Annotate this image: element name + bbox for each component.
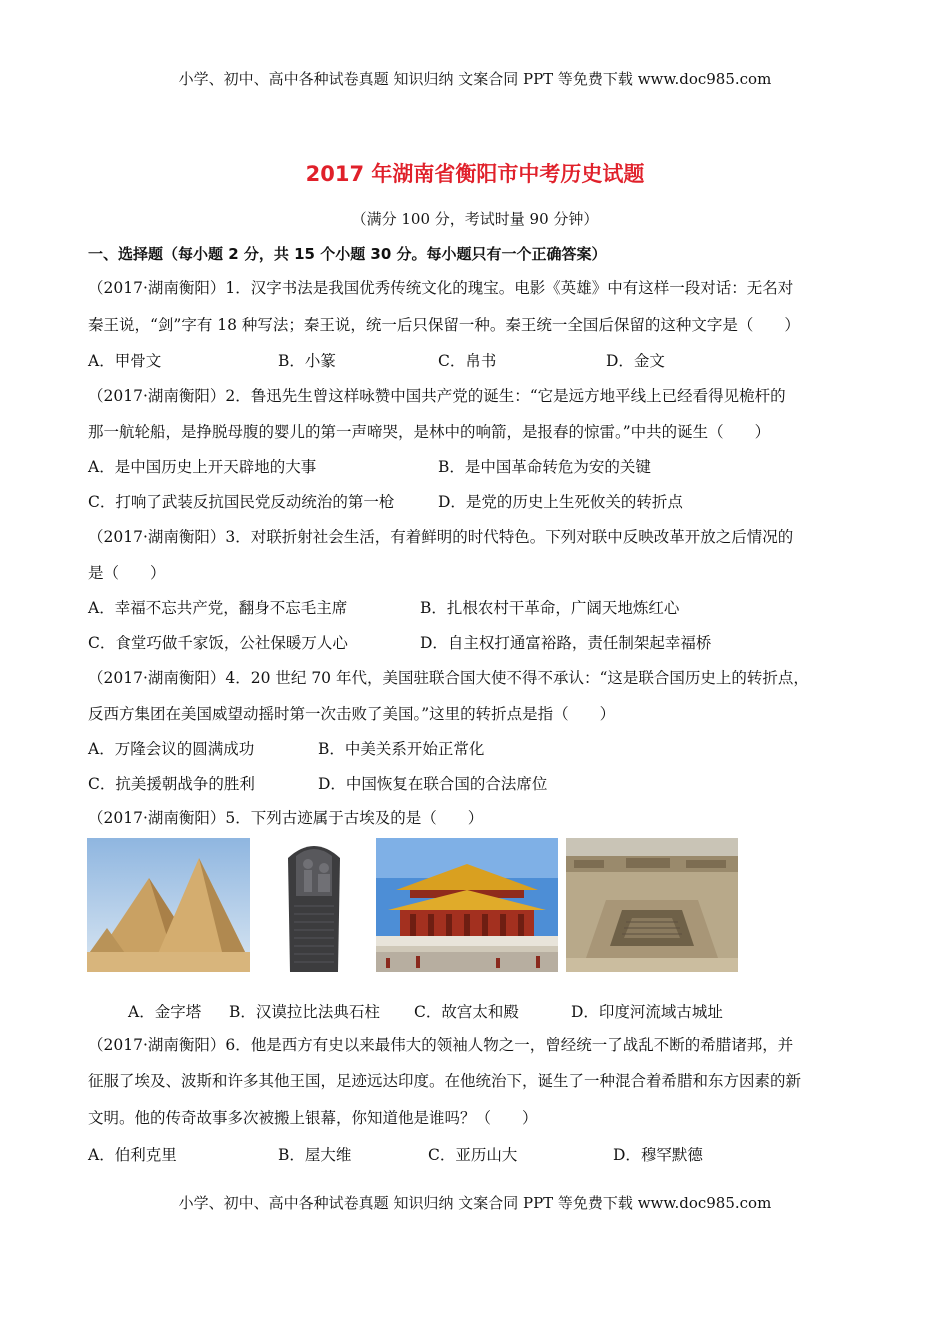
q5-option-b: B．汉谟拉比法典石柱 — [229, 1003, 380, 1021]
q6-line-3: 文明。他的传奇故事多次被搬上银幕，你知道他是谁吗？（ ） — [88, 1109, 538, 1127]
q4-option-c: C．抗美援朝战争的胜利 — [88, 775, 255, 793]
q5-option-c: C．故宫太和殿 — [414, 1003, 519, 1021]
q2-option-d: D．是党的历史上生死攸关的转折点 — [438, 493, 683, 511]
q4-line-2: 反西方集团在美国威望动摇时第一次击败了美国。”这里的转折点是指（ ） — [88, 705, 616, 723]
hammurabi-stele-image — [274, 838, 354, 972]
q4-option-d: D．中国恢复在联合国的合法席位 — [318, 775, 548, 793]
page-header: 小学、初中、高中各种试卷真题 知识归纳 文案合同 PPT 等免费下载 www.doc985.com — [178, 70, 772, 88]
q6-option-b: B．屋大维 — [278, 1146, 352, 1164]
indus-ruins-image — [566, 838, 738, 972]
taihe-hall-image — [376, 838, 558, 972]
q5-line-1: （2017·湖南衡阳）5．下列古迹属于古埃及的是（ ） — [88, 809, 484, 827]
q3-option-b: B．扎根农村干革命，广阔天地炼红心 — [420, 599, 680, 617]
q1-line-2: 秦王说，“剑”字有 18 种写法；秦王说，统一后只保留一种。秦王统一全国后保留的这种文字是（ ） — [88, 316, 800, 334]
q6-option-c: C．亚历山大 — [428, 1146, 518, 1164]
q1-option-a: A．甲骨文 — [88, 352, 162, 370]
q2-option-c: C．打响了武装反抗国民党反动统治的第一枪 — [88, 493, 395, 511]
q2-option-b: B．是中国革命转危为安的关键 — [438, 458, 651, 476]
q5-option-a: A．金字塔 — [128, 1003, 202, 1021]
q6-option-d: D．穆罕默德 — [613, 1146, 703, 1164]
q4-option-b: B．中美关系开始正常化 — [318, 740, 485, 758]
q3-option-a: A．幸福不忘共产党，翻身不忘毛主席 — [88, 599, 348, 617]
q3-line-2: 是（ ） — [88, 564, 166, 582]
exam-info: （满分 100 分，考试时量 90 分钟） — [351, 210, 599, 228]
q2-line-2: 那一航轮船，是挣脱母腹的婴儿的第一声啼哭，是林中的响箭，是报春的惊雷。”中共的诞生（ ） — [88, 423, 771, 441]
q3-option-c: C．食堂巧做千家饭，公社保暖万人心 — [88, 634, 348, 652]
q2-line-1: （2017·湖南衡阳）2．鲁迅先生曾这样咏赞中国共产党的诞生：“它是远方地平线上已经看得见桅杆的 — [88, 387, 786, 405]
pyramids-image — [87, 838, 250, 972]
q1-option-c: C．帛书 — [438, 352, 497, 370]
q3-line-1: （2017·湖南衡阳）3．对联折射社会生活，有着鲜明的时代特色。下列对联中反映改革开放之后情况的 — [88, 528, 794, 546]
q1-option-b: B．小篆 — [278, 352, 336, 370]
q6-line-2: 征服了埃及、波斯和许多其他王国，足迹远达印度。在他统治下，诞生了一种混合着希腊和东方因素的新 — [88, 1072, 802, 1090]
page-title: 2017 年湖南省衡阳市中考历史试题 — [305, 162, 645, 186]
page-footer: 小学、初中、高中各种试卷真题 知识归纳 文案合同 PPT 等免费下载 www.doc985.com — [178, 1194, 772, 1212]
q1-option-d: D．金文 — [606, 352, 665, 370]
section-heading: 一、选择题（每小题 2 分，共 15 个小题 30 分。每小题只有一个正确答案） — [88, 245, 607, 263]
q6-line-1: （2017·湖南衡阳）6．他是西方有史以来最伟大的领袖人物之一，曾经统一了战乱不断的希腊诸邦，并 — [88, 1036, 794, 1054]
q6-option-a: A．伯利克里 — [88, 1146, 177, 1164]
q5-option-d: D．印度河流域古城址 — [571, 1003, 723, 1021]
q3-option-d: D．自主权打通富裕路，责任制架起幸福桥 — [420, 634, 712, 652]
q4-option-a: A．万隆会议的圆满成功 — [88, 740, 255, 758]
q1-line-1: （2017·湖南衡阳）1．汉字书法是我国优秀传统文化的瑰宝。电影《英雄》中有这样一段对话：无名对 — [88, 279, 794, 297]
q4-line-1: （2017·湖南衡阳）4．20 世纪 70 年代，美国驻联合国大使不得不承认：“这是联合国历史上的转折点， — [88, 669, 809, 687]
q2-option-a: A．是中国历史上开天辟地的大事 — [88, 458, 317, 476]
